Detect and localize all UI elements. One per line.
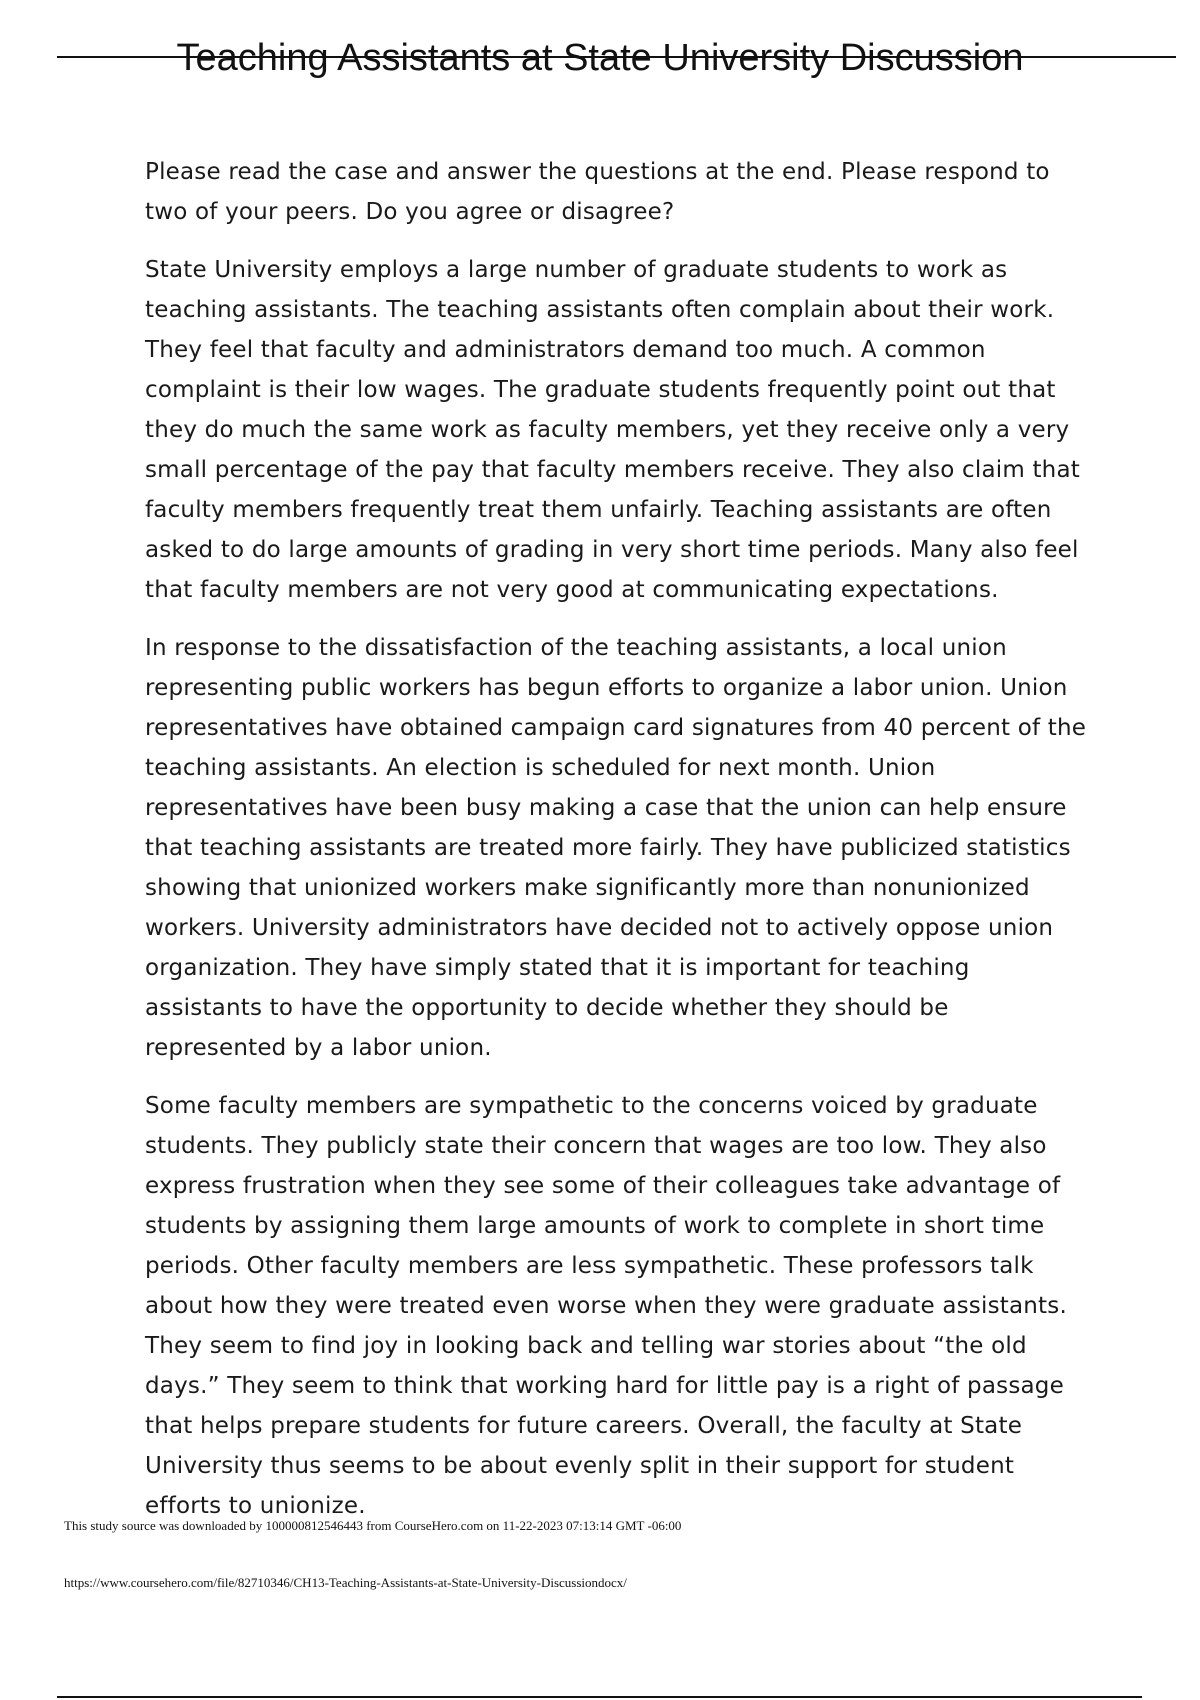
- page-title: Teaching Assistants at State University Discussion: [176, 37, 1024, 79]
- document-body: [145, 152, 1090, 1544]
- paragraph-union-efforts: In response to the dissatisfaction of the teaching assistants, a local union representing public workers has begun efforts to organize a labor union. Union representatives have obtained campaign card signatures from 40 percent of the teaching assistants. An election is scheduled for next month. Union representatives have been busy making a case that the union can help ensure that teaching assistants are treated more fairly. They have publicized statistics showing that unionized workers make significantly more than nonunionized workers. University administrators have decided not to actively oppose union organization. They have simply stated that it is important for teaching assistants to have the opportunity to decide whether they should be represented by a labor union.: [145, 635, 1087, 1061]
- page-bottom-rule: [57, 1696, 1142, 1698]
- download-notice: This study source was downloaded by 100000812546443 from CourseHero.com on 11-22-2023 07:13:14 GMT -06:00: [64, 1518, 682, 1533]
- paragraph-instructions: Please read the case and answer the questions at the end. Please respond to two of your peers. Do you agree or disagree?: [145, 159, 1050, 225]
- source-url-link[interactable]: https://www.coursehero.com/file/82710346/CH13-Teaching-Assistants-at-State-University-Discussiondocx/: [64, 1575, 627, 1590]
- paragraph-faculty-views: Some faculty members are sympathetic to the concerns voiced by graduate students. They publicly state their concern that wages are too low. They also express frustration when they see some of their colleagues take advantage of students by assigning them large amounts of work to complete in short time periods. Other faculty members are less sympathetic. These professors talk about how they were treated even worse when they were graduate assistants. They seem to find joy in looking back and telling war stories about “the old days.” They seem to think that working hard for little pay is a right of passage that helps prepare students for future careers. Overall, the faculty at State University thus seems to be about evenly split in their support for student efforts to unionize.: [145, 1093, 1067, 1519]
- paragraph-case-background: State University employs a large number of graduate students to work as teaching assistants. The teaching assistants often complain about their work. They feel that faculty and administrators demand too much. A common complaint is their low wages. The graduate students frequently point out that they do much the same work as faculty members, yet they receive only a very small percentage of the pay that faculty members receive. They also claim that faculty members frequently treat them unfairly. Teaching assistants are often asked to do large amounts of grading in very short time periods. Many also feel that faculty members are not very good at communicating expectations.: [145, 257, 1080, 603]
